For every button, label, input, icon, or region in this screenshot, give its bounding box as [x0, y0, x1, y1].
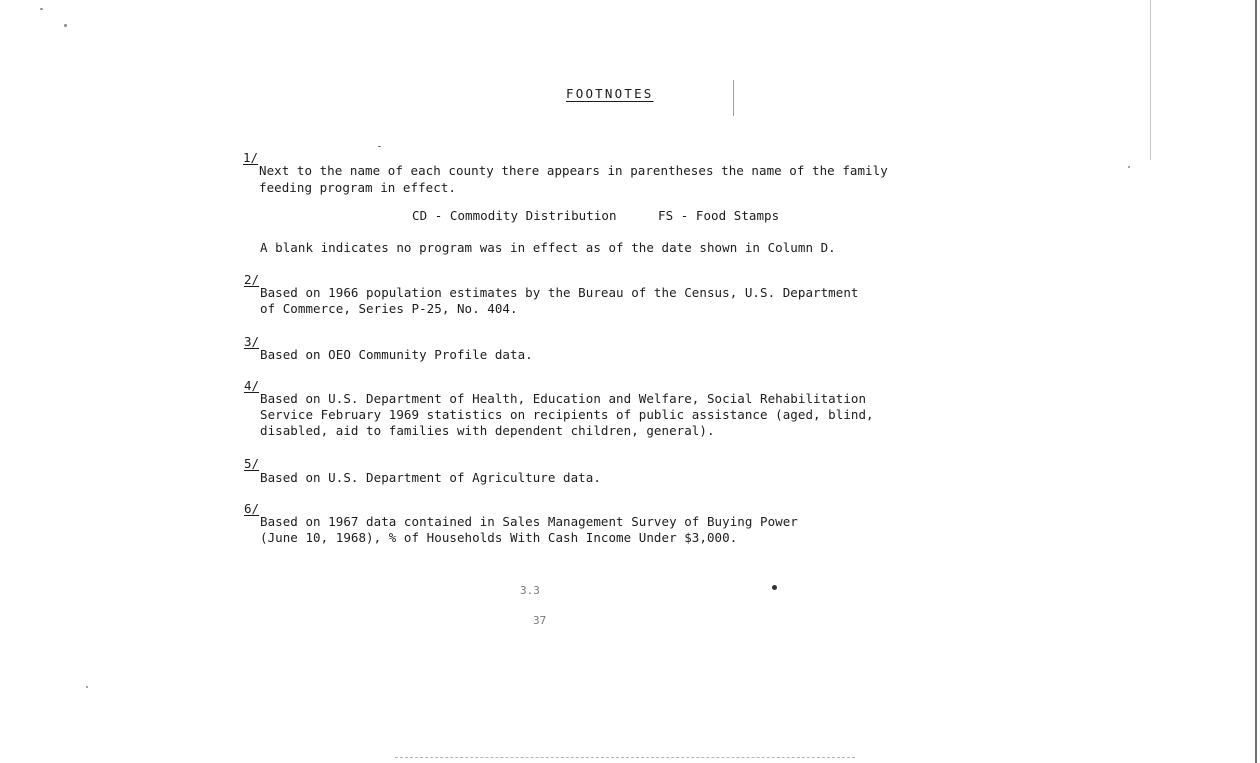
footnote-marker: 5/: [244, 456, 260, 471]
legend-commodity-distribution: CD - Commodity Distribution: [412, 208, 617, 223]
scan-edge-right-faint: [1150, 0, 1151, 160]
footnote-text-line: Based on U.S. Department of Health, Education and Welfare, Social Rehabilitation: [260, 391, 867, 406]
footnote-text-line: Service February 1969 statistics on recipients of public assistance (aged, blind,: [260, 407, 874, 422]
footnote-marker: 3/: [244, 334, 260, 349]
legend-food-stamps: FS - Food Stamps: [658, 208, 780, 223]
scan-speck: [378, 146, 381, 147]
footnote-text-line: Based on 1966 population estimates by the Bureau of the Census, U.S. Department: [260, 285, 859, 300]
footnote-text-line: Next to the name of each county there appears in parentheses the name of the family: [259, 163, 888, 178]
page-number: 37: [533, 614, 547, 627]
folio-upper: 3.3: [520, 584, 540, 597]
footnote-text-line: Based on OEO Community Profile data.: [260, 347, 533, 362]
scan-bottom-strip: [395, 757, 855, 758]
footnote-text-line: disabled, aid to families with dependent children, general).: [260, 423, 715, 438]
footnote-text-line: Based on U.S. Department of Agriculture data.: [260, 470, 601, 485]
scan-speck: [86, 686, 88, 688]
scan-mark-near-title: [733, 80, 734, 116]
footnote-marker: 6/: [244, 501, 260, 516]
scan-speck: [64, 24, 67, 27]
scan-speck: [1128, 166, 1130, 168]
footnote-marker: 4/: [244, 378, 260, 393]
footnote-marker: 2/: [244, 272, 260, 287]
scan-speck: [40, 8, 43, 10]
scan-edge-right: [1255, 0, 1257, 763]
footnote-text-line: Based on 1967 data contained in Sales Management Survey of Buying Power: [260, 514, 798, 529]
footnote-marker: 1/: [243, 150, 259, 165]
footnote-note: A blank indicates no program was in effect as of the date shown in Column D.: [260, 240, 836, 255]
page-title: FOOTNOTES: [566, 86, 654, 101]
footnote-text-line: (June 10, 1968), % of Households With Cash Income Under $3,000.: [260, 530, 738, 545]
footnote-text-line: of Commerce, Series P-25, No. 404.: [260, 301, 518, 316]
scan-speck: [772, 585, 777, 590]
footnote-text-line: feeding program in effect.: [259, 180, 456, 195]
